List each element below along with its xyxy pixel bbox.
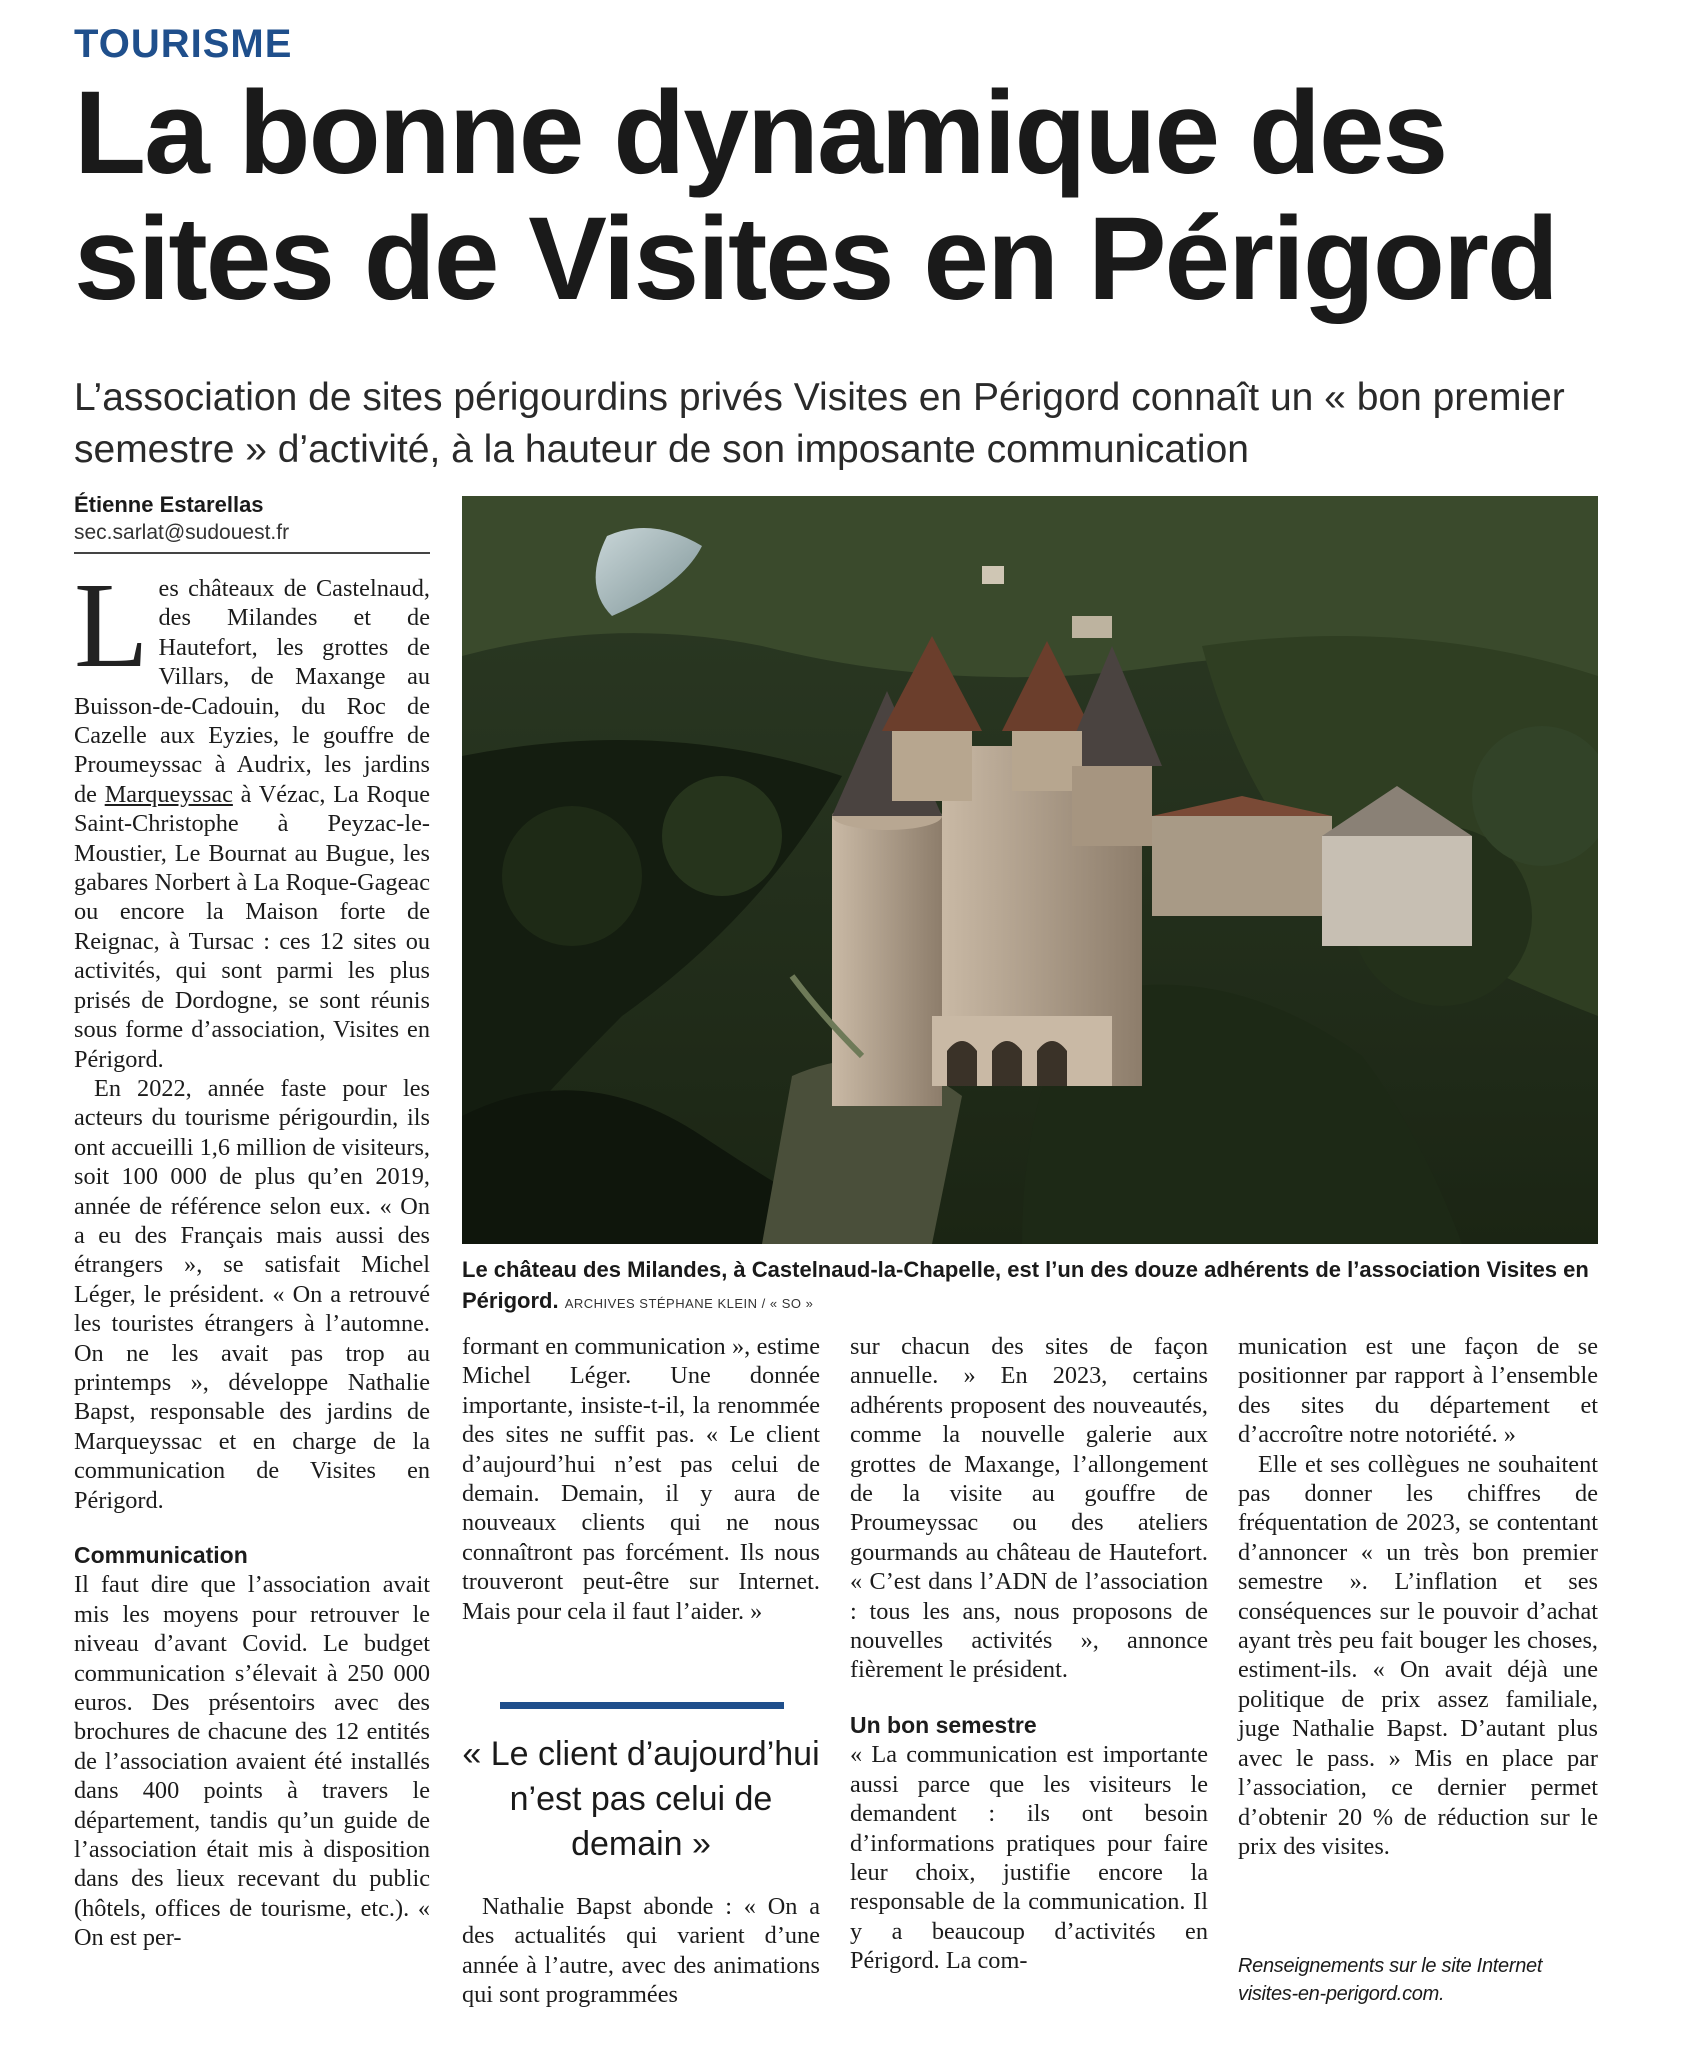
pull-quote: « Le client d’aujourd’hui n’est pas celui de demain » <box>462 1735 820 1863</box>
article-column-2 <box>462 1332 820 1626</box>
paragraph-4: formant en communication », estime Michel Léger. Une donnée importante, insiste-t-il, la renommée des sites ne suffit pas. « Le client d’aujourd’hui n’est pas celui de demain. Demain, il y aura de nouveaux clients qui ne nous connaîtront pas forcément. Ils nous trouveront peut-être sur Internet. Mais pour cela il faut l’aider. » <box>462 1333 820 1625</box>
article-column-4 <box>1238 1332 1598 1861</box>
paragraph-3: Il faut dire que l’association avait mis les moyens pour retrouver le niveau d’avant Covid. Le budget communication s’élevait à 250 000 euros. Des présentoirs avec des brochures de chacune des 12 entités de l’association avaient été installés dans 400 points à travers le département, tandis qu’un guide de l’association était mis à disposition dans des lieux recevant du public (hôtels, offices de tourisme, etc.). « On est per- <box>74 1571 430 1952</box>
marqueyssac-link[interactable]: Marqueyssac <box>104 780 233 808</box>
paragraph-7: « La communication est importante aussi parce que les visiteurs le demandent : ils ont besoin d’informations pratiques pour faire leur choix, justifie encore la responsable de la communication. Il y a beaucoup d’activités en Périgord. La com- <box>850 1741 1208 1975</box>
subheading-communication: Communication <box>74 1542 248 1568</box>
info-line-1: Renseignements sur le site Internet <box>1238 1955 1543 1977</box>
photo-credit: ARCHIVES STÉPHANE KLEIN / « SO » <box>564 1296 814 1311</box>
section-rubric: TOURISME <box>74 22 293 66</box>
article-column-2-bottom <box>462 1892 820 2010</box>
info-website-link[interactable]: visites-en-perigord.com. <box>1238 1983 1445 2005</box>
byline-email[interactable]: sec.sarlat@sudouest.fr <box>74 521 290 544</box>
paragraph-9: Elle et ses collègues ne souhaitent pas donner les chiffres de fréquentation de 2023, se contentant d’annoncer « un très bon premier semestre ». L’inflation et ses conséquences sur le pouvoir d’achat ayant très peu fait bouger les choses, estiment-ils. « On avait déjà une politique de prix assez familiale, juge Nathalie Bapst. D’autant plus avec le pass. » Mis en place par l’association, ce dernier permet d’obtenir 20 % de réduction sur le prix des visites. <box>1238 1450 1598 1860</box>
headline-line-1: La bonne dynamique des <box>74 67 1447 199</box>
article-column-1 <box>74 558 430 1953</box>
paragraph-6: sur chacun des sites de façon annuelle. » En 2023, certains adhérents proposent des nouveautés, comme la nouvelle galerie aux grottes de Maxange, l’allongement de la visite au gouffre de Proumeyssac ou des ateliers gourmands au château de Hautefort. « C’est dans l’ADN de l’association : tous les ans, nous proposons de nouvelles activités », annonce fièrement le président. <box>850 1333 1208 1684</box>
paragraph-8: munication est une façon de se positionner par rapport à l’ensemble des sites du département et d’accroître notre notoriété. » <box>1238 1333 1598 1449</box>
byline-divider <box>74 552 430 554</box>
paragraph-5: Nathalie Bapst abonde : « On a des actualités qui varient d’une année à l’autre, avec des animations qui sont programmées <box>462 1893 820 2009</box>
caption-text: Le château des Milandes, à Castelnaud-la-Chapelle, est l’un des douze adhérents de l’association Visites en Périgord. <box>462 1257 1589 1313</box>
byline-author: Étienne Estarellas <box>74 492 264 517</box>
photo-caption <box>462 1254 1642 1319</box>
drop-cap: L <box>74 558 149 693</box>
pullquote-rule <box>500 1702 784 1709</box>
standfirst: L’association de sites périgourdins privés Visites en Périgord connaît un « bon premier semestre » d’activité, à la hauteur de son imposante communication <box>74 376 1565 471</box>
headline-line-2: sites de Visites en Périgord <box>74 193 1558 325</box>
paragraph-1-lead: es châteaux de Castelnaud, des Milandes et de Hautefort, les grottes de Villars, de Maxange au Buisson-de-Cadouin, du Roc de Cazelle aux Eyzies, le gouffre de Proumeyssac à Audrix, les jardins de <box>74 575 430 808</box>
chateau-photo <box>462 496 1598 1244</box>
article-column-3 <box>850 1332 1208 1976</box>
chateau-milandes-image <box>462 496 1598 1244</box>
subheading-bon-semestre: Un bon semestre <box>850 1711 1037 1738</box>
info-box <box>1238 1952 1618 2008</box>
headline <box>74 67 1634 325</box>
paragraph-1-rest: à Vézac, La Roque Saint-Christophe à Peyzac-le-Moustier, Le Bournat au Bugue, les gabares Norbert à La Roque-Gageac ou encore la Maison forte de Reignac, à Tursac : ces 12 sites ou activités, qui sont parmi les plus prisés de Dordogne, se sont réunis sous forme d’association, Visites en Périgord. <box>74 780 430 1073</box>
paragraph-2: En 2022, année faste pour les acteurs du tourisme périgourdin, ils ont accueilli 1,6 million de visiteurs, soit 100 000 de plus qu’en 2019, année de référence selon eux. « On a eu des Français mais aussi des étrangers », se satisfait Michel Léger, le président. « On a retrouvé les touristes étrangers à l’automne. On ne les avait pas trop au printemps », développe Nathalie Bapst, responsable des jardins de Marqueyssac et en charge de la communication de Visites en Périgord. <box>74 1074 430 1514</box>
